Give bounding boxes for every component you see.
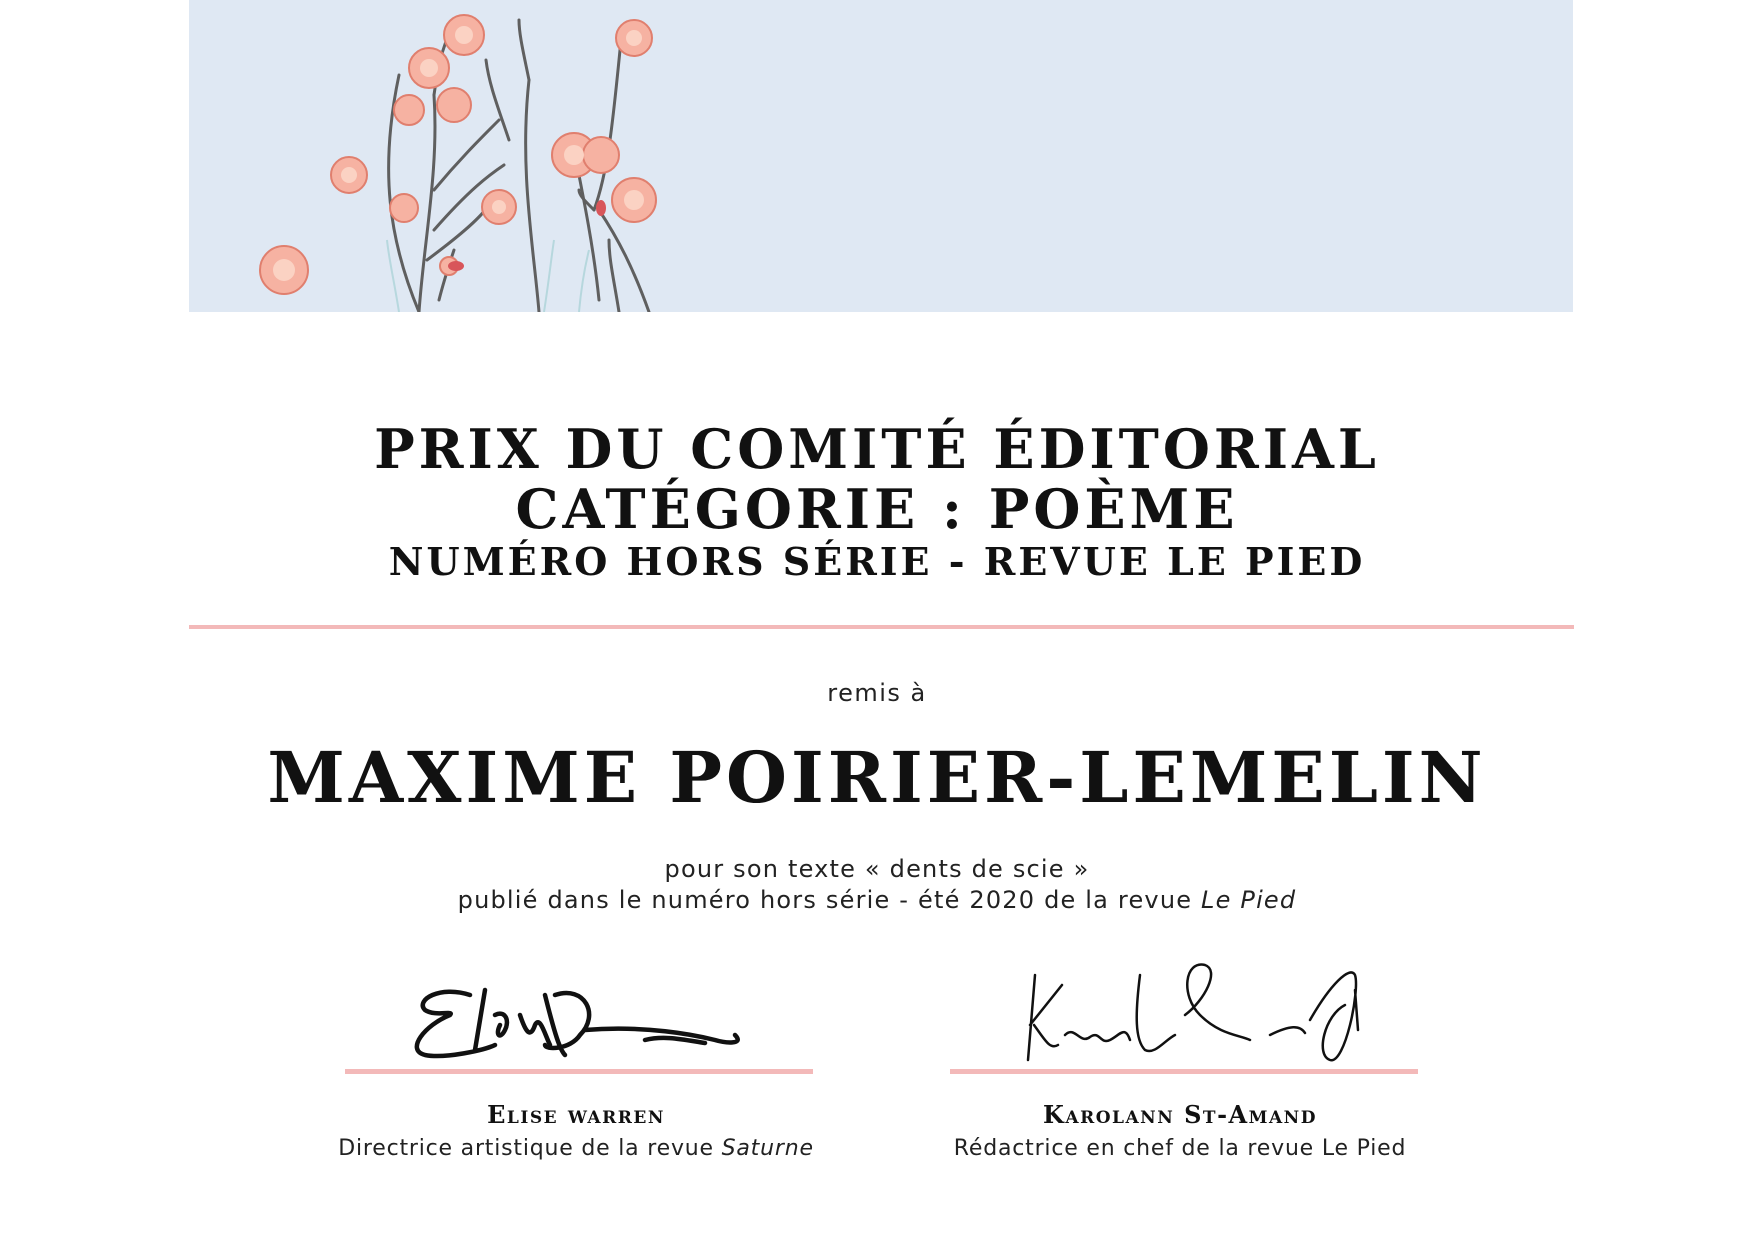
floral-banner bbox=[189, 0, 1573, 312]
carnation-flowers-illustration bbox=[189, 0, 1573, 312]
signatory-role-2: Rédactrice en chef de la revue Le Pied bbox=[953, 1136, 1407, 1161]
signatory-role-1 bbox=[296, 1136, 856, 1161]
signature-line-2 bbox=[950, 1069, 1418, 1074]
award-issue: NUMÉRO HORS SÉRIE - REVUE LE PIED bbox=[388, 539, 1366, 584]
signatory-role-1-prefix: Directrice artistique de la revue bbox=[338, 1136, 722, 1161]
signatory-role-1-journal: Saturne bbox=[721, 1136, 814, 1161]
description-line-2-prefix: publié dans le numéro hors série - été 2020 de la revue bbox=[457, 886, 1202, 914]
handwritten-signature-2 bbox=[950, 955, 1420, 1065]
signature-line-1 bbox=[345, 1069, 813, 1074]
recipient-name: MAXIME POIRIER-LEMELIN bbox=[267, 736, 1487, 819]
presented-to-label: remis à bbox=[827, 679, 927, 707]
signatory-name-2: Karolann St-Amand bbox=[1043, 1100, 1317, 1129]
divider-rule bbox=[189, 625, 1574, 629]
handwritten-signature-1 bbox=[345, 955, 815, 1065]
signatory-name-1: Elise warren bbox=[487, 1100, 665, 1129]
journal-title: Le Pied bbox=[1201, 886, 1297, 914]
description-line-1: pour son texte « dents de scie » bbox=[664, 855, 1090, 883]
signature-karolann-st-amand bbox=[950, 955, 1420, 1065]
signature-elise-warren bbox=[345, 955, 815, 1065]
description-line-2 bbox=[0, 886, 1754, 914]
award-category: CATÉGORIE : POÈME bbox=[515, 477, 1239, 541]
award-title: PRIX DU COMITÉ ÉDITORIAL bbox=[374, 417, 1380, 481]
